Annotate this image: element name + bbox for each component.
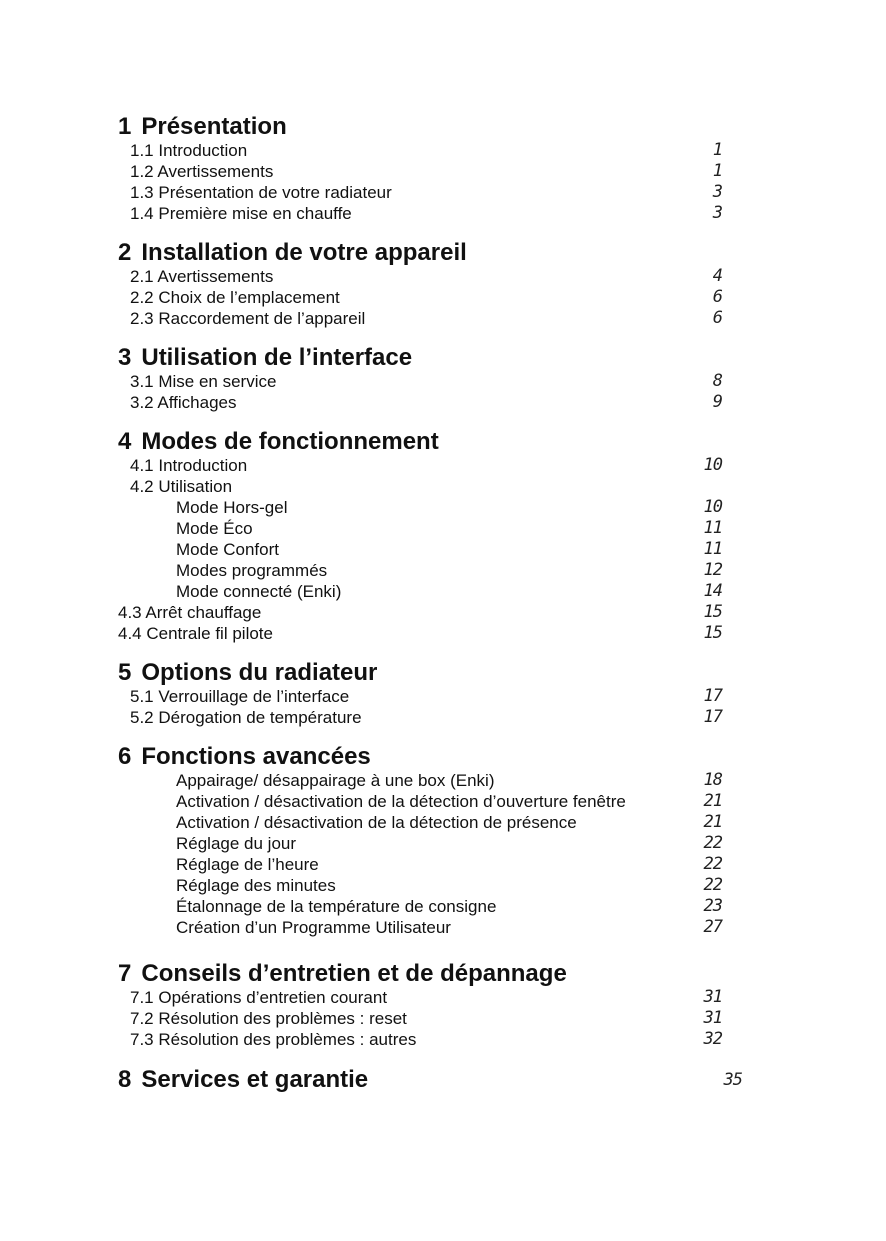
entry-page: 21 (703, 812, 722, 832)
entry-page: 22 (703, 875, 722, 895)
section-number: 3 (118, 344, 132, 371)
entry-label: Mode connecté (Enki) (176, 582, 342, 601)
entry-page: 10 (703, 497, 722, 517)
entry-label: Activation / désactivation de la détection d’ouverture fenêtre (176, 792, 626, 811)
toc-entry[interactable] (0, 392, 722, 413)
toc-entry[interactable] (0, 497, 722, 518)
section-title: Options du radiateur (141, 659, 378, 686)
entry-label: Modes programmés (176, 561, 328, 580)
toc-entry[interactable] (0, 833, 722, 854)
section-title: Installation de votre appareil (141, 239, 467, 266)
section-heading[interactable] (118, 113, 738, 141)
section-number: 2 (118, 239, 132, 266)
toc-entry[interactable] (0, 455, 722, 476)
entry-page: 1 (712, 140, 722, 160)
entry-page: 22 (703, 854, 722, 874)
section-heading[interactable] (118, 344, 738, 372)
toc-entry[interactable] (0, 161, 722, 182)
entry-page: 11 (703, 518, 722, 538)
entry-label: 3.2 Affichages (130, 393, 237, 412)
entry-page: 4 (712, 266, 722, 286)
toc-entry[interactable] (0, 476, 722, 497)
entry-page: 3 (712, 203, 722, 223)
entry-page: 17 (703, 707, 722, 727)
toc-entry[interactable] (0, 371, 722, 392)
toc-entry[interactable] (0, 287, 722, 308)
toc-entry[interactable] (0, 1029, 722, 1050)
entry-page: 31 (703, 1008, 722, 1028)
toc-entry[interactable] (0, 308, 722, 329)
section-number: 6 (118, 743, 132, 770)
toc-entry[interactable] (0, 1008, 722, 1029)
entry-page: 3 (712, 182, 722, 202)
section-title: Modes de fonctionnement (141, 428, 439, 455)
entry-label: Activation / désactivation de la détection de présence (176, 813, 577, 832)
entry-label: Réglage des minutes (176, 876, 336, 895)
entry-label: Mode Éco (176, 519, 253, 538)
entry-label: Mode Confort (176, 540, 279, 559)
section-page: 35 (723, 1070, 742, 1090)
section-heading[interactable] (118, 659, 738, 687)
entry-page: 12 (703, 560, 722, 580)
toc-entry[interactable] (0, 875, 722, 896)
toc-entry[interactable] (0, 686, 722, 707)
toc-entry[interactable] (0, 581, 722, 602)
section-title: Conseils d’entretien et de dépannage (141, 960, 567, 987)
entry-label: Création d’un Programme Utilisateur (176, 918, 451, 937)
toc-entry[interactable] (0, 707, 722, 728)
toc-entry[interactable] (0, 896, 722, 917)
entry-page: 10 (703, 455, 722, 475)
entry-label: 7.2 Résolution des problèmes : reset (130, 1009, 407, 1028)
entry-page: 17 (703, 686, 722, 706)
toc-entry[interactable] (0, 203, 722, 224)
entry-label: 4.4 Centrale fil pilote (118, 624, 273, 643)
entry-page: 15 (703, 602, 722, 622)
section-heading[interactable] (118, 428, 738, 456)
section-number: 4 (118, 428, 132, 455)
toc-entry[interactable] (0, 560, 722, 581)
entry-page: 32 (703, 1029, 722, 1049)
toc-entry[interactable] (0, 917, 722, 938)
entry-label: 3.1 Mise en service (130, 372, 277, 391)
entry-page: 1 (712, 161, 722, 181)
toc-entry[interactable] (0, 539, 722, 560)
entry-label: 2.3 Raccordement de l’appareil (130, 309, 366, 328)
entry-label: 1.4 Première mise en chauffe (130, 204, 352, 223)
entry-label: Réglage de l’heure (176, 855, 319, 874)
section-heading[interactable] (118, 1066, 742, 1094)
section-title: Services et garantie (141, 1066, 369, 1093)
entry-label: 5.1 Verrouillage de l’interface (130, 687, 350, 706)
entry-page: 6 (712, 308, 722, 328)
entry-page: 27 (703, 917, 722, 937)
section-title: Fonctions avancées (141, 743, 371, 770)
section-heading[interactable] (118, 239, 738, 267)
entry-label: 2.2 Choix de l’emplacement (130, 288, 340, 307)
entry-label: 4.1 Introduction (130, 456, 248, 475)
entry-label: 4.2 Utilisation (130, 477, 233, 496)
entry-page: 15 (703, 623, 722, 643)
toc-entry[interactable] (0, 987, 722, 1008)
toc-entry[interactable] (0, 770, 722, 791)
entry-label: Mode Hors-gel (176, 498, 288, 517)
entry-page: 23 (703, 896, 722, 916)
section-heading[interactable] (118, 743, 738, 771)
entry-label: 1.1 Introduction (130, 141, 248, 160)
section-title: Présentation (141, 113, 287, 140)
entry-page: 21 (703, 791, 722, 811)
entry-page: 6 (712, 287, 722, 307)
toc-entry[interactable] (0, 854, 722, 875)
entry-page: 14 (703, 581, 722, 601)
toc-entry[interactable] (0, 140, 722, 161)
toc-entry[interactable] (0, 518, 722, 539)
entry-page: 31 (703, 987, 722, 1007)
entry-label: Réglage du jour (176, 834, 297, 853)
section-heading[interactable] (118, 960, 738, 988)
entry-label: 1.2 Avertissements (130, 162, 274, 181)
entry-label: 1.3 Présentation de votre radiateur (130, 183, 392, 202)
toc-entry[interactable] (0, 266, 722, 287)
entry-label: Appairage/ désappairage à une box (Enki) (176, 771, 495, 790)
entry-page: 22 (703, 833, 722, 853)
entry-label: 2.1 Avertissements (130, 267, 274, 286)
toc-entry[interactable] (0, 623, 722, 644)
section-number: 1 (118, 113, 132, 140)
entry-page: 18 (703, 770, 722, 790)
entry-page: 8 (712, 371, 722, 391)
entry-label: 7.1 Opérations d’entretien courant (130, 988, 388, 1007)
toc-entry[interactable] (0, 182, 722, 203)
entry-label: 7.3 Résolution des problèmes : autres (130, 1030, 417, 1049)
entry-label: 4.3 Arrêt chauffage (118, 603, 262, 622)
entry-label: 5.2 Dérogation de température (130, 708, 362, 727)
section-title: Utilisation de l’interface (141, 344, 413, 371)
section-number: 7 (118, 960, 132, 987)
section-number: 5 (118, 659, 132, 686)
entry-page: 11 (703, 539, 722, 559)
toc-entry[interactable] (0, 602, 722, 623)
toc-entry[interactable] (0, 812, 722, 833)
entry-label: Étalonnage de la température de consigne (176, 897, 497, 916)
toc-entry[interactable] (0, 791, 722, 812)
section-number: 8 (118, 1066, 132, 1093)
entry-page: 9 (712, 392, 722, 412)
